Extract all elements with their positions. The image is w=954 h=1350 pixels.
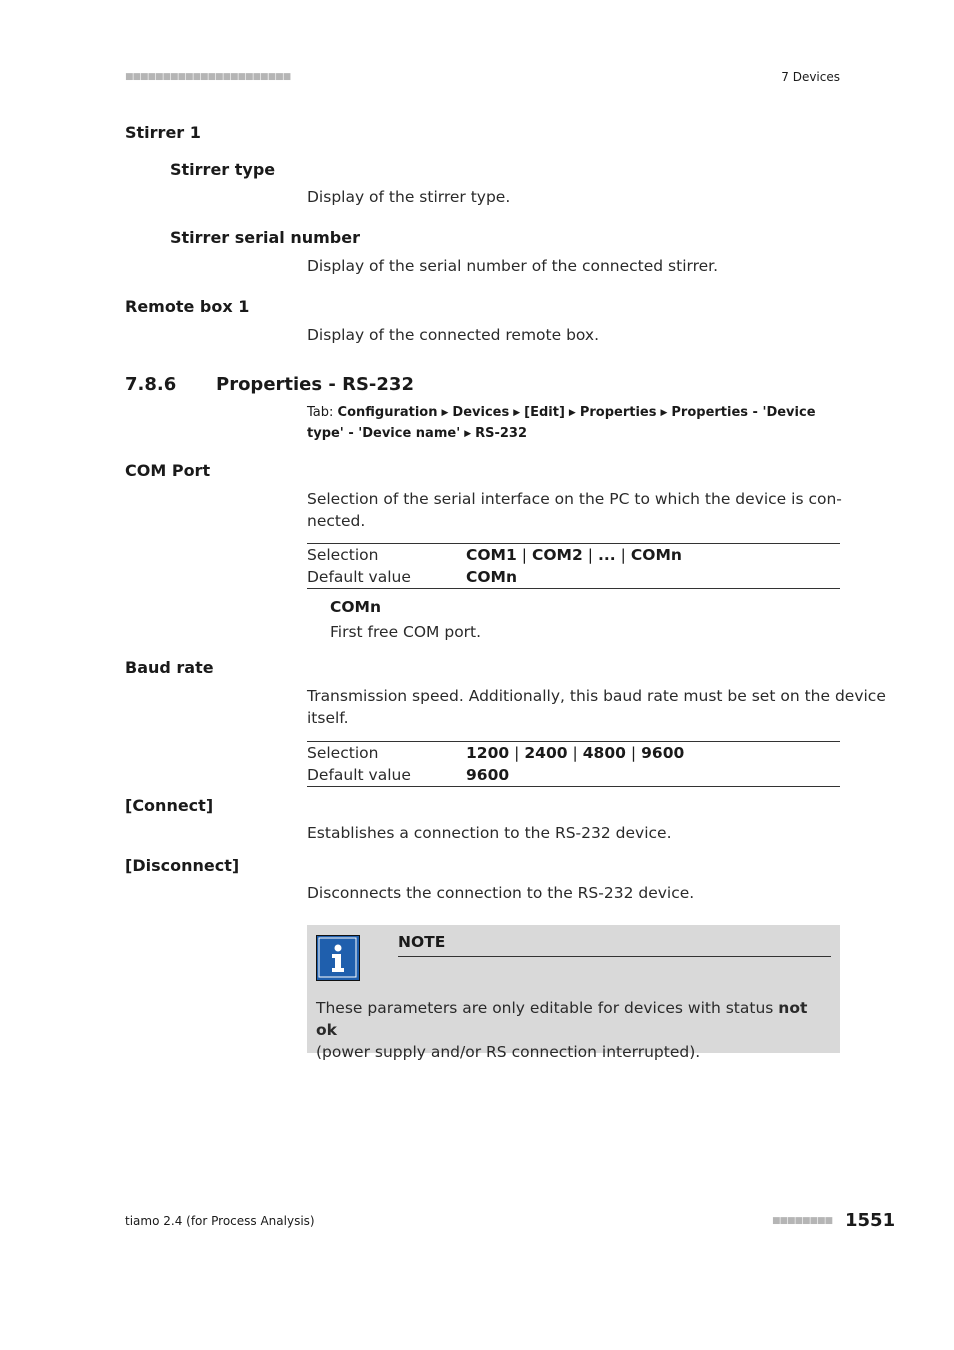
- com-port-spec-table: [307, 543, 840, 589]
- option-value: COM1: [466, 546, 517, 564]
- selection-label: Selection: [307, 744, 379, 762]
- selection-values: COM1 | COM2 | ... | COMn: [466, 546, 682, 564]
- connect-heading: [Connect]: [125, 796, 214, 815]
- baud-rate-spec-table: [307, 741, 840, 787]
- baud-rate-heading: Baud rate: [125, 658, 214, 677]
- note-text: [316, 997, 831, 1063]
- note-divider: [398, 956, 831, 957]
- footer-decoration: ■■■■■■■■: [772, 1216, 833, 1226]
- triangle-right-icon: ▶: [568, 408, 576, 418]
- breadcrumb-item: Configuration: [337, 405, 438, 420]
- note-text-status: not ok: [316, 999, 808, 1039]
- section-number: 7.8.6: [125, 374, 177, 395]
- triangle-right-icon: ▶: [513, 408, 521, 418]
- stirrer-serial-heading: Stirrer serial number: [170, 228, 360, 247]
- option-value: COMn: [630, 546, 682, 564]
- option-value: 4800: [582, 744, 626, 762]
- default-row: [307, 764, 840, 786]
- selection-row: [307, 544, 840, 566]
- section-title: Properties - RS-232: [216, 374, 414, 395]
- breadcrumb-item: [Edit]: [524, 405, 565, 420]
- default-label: Default value: [307, 766, 411, 784]
- option-value: COM2: [532, 546, 583, 564]
- note-text-line2: (power supply and/or RS connection interrupted).: [316, 1043, 701, 1061]
- triangle-right-icon: ▶: [464, 429, 472, 439]
- breadcrumb-item: Properties - 'Device type' - 'Device name': [307, 405, 816, 441]
- note-title: NOTE: [398, 933, 446, 951]
- default-value: 9600: [466, 766, 510, 784]
- selection-row: [307, 742, 840, 764]
- baud-rate-description-line1: Transmission speed. Additionally, this baud rate must be set on the device: [307, 687, 886, 705]
- selection-label: Selection: [307, 546, 379, 564]
- com-port-description-line1: Selection of the serial interface on the PC to which the device is con-: [307, 490, 842, 508]
- stirrer-heading: Stirrer 1: [125, 123, 201, 142]
- remote-box-heading: Remote box 1: [125, 297, 250, 316]
- stirrer-type-heading: Stirrer type: [170, 160, 276, 179]
- footer-product: tiamo 2.4 (for Process Analysis): [125, 1214, 315, 1228]
- chapter-title: 7 Devices: [781, 70, 840, 84]
- remote-box-description: Display of the connected remote box.: [307, 326, 600, 344]
- com-port-description-line2: nected.: [307, 512, 366, 530]
- disconnect-description: Disconnects the connection to the RS-232 device.: [307, 884, 695, 902]
- tab-breadcrumb: [307, 403, 840, 445]
- disconnect-heading: [Disconnect]: [125, 856, 240, 875]
- baud-rate-description-line2: itself.: [307, 709, 349, 727]
- stirrer-serial-description: Display of the serial number of the connected stirrer.: [307, 257, 719, 275]
- option-value: 9600: [641, 744, 685, 762]
- page-number: 1551: [845, 1210, 896, 1231]
- default-label: Default value: [307, 568, 411, 586]
- triangle-right-icon: ▶: [441, 408, 449, 418]
- option-value: 1200: [466, 744, 510, 762]
- comn-option-title: COMn: [330, 598, 382, 616]
- triangle-right-icon: ▶: [660, 408, 668, 418]
- info-icon: [316, 935, 360, 981]
- comn-option-description: First free COM port.: [330, 623, 482, 641]
- default-value: COMn: [466, 568, 518, 586]
- header-decoration: ■■■■■■■■■■■■■■■■■■■■■■: [125, 72, 291, 82]
- default-row: [307, 566, 840, 588]
- stirrer-type-description: Display of the stirrer type.: [307, 188, 511, 206]
- connect-description: Establishes a connection to the RS-232 device.: [307, 824, 672, 842]
- breadcrumb-item: RS-232: [475, 426, 528, 441]
- selection-values: 1200 | 2400 | 4800 | 9600: [466, 744, 685, 762]
- breadcrumb-item: Properties: [579, 405, 657, 420]
- tab-prefix: Tab:: [307, 405, 334, 420]
- com-port-heading: COM Port: [125, 461, 211, 480]
- breadcrumb-item: Devices: [452, 405, 510, 420]
- option-value: 2400: [524, 744, 568, 762]
- option-value: ...: [598, 546, 616, 564]
- note-text-pre: These parameters are only editable for devices with status: [316, 999, 779, 1017]
